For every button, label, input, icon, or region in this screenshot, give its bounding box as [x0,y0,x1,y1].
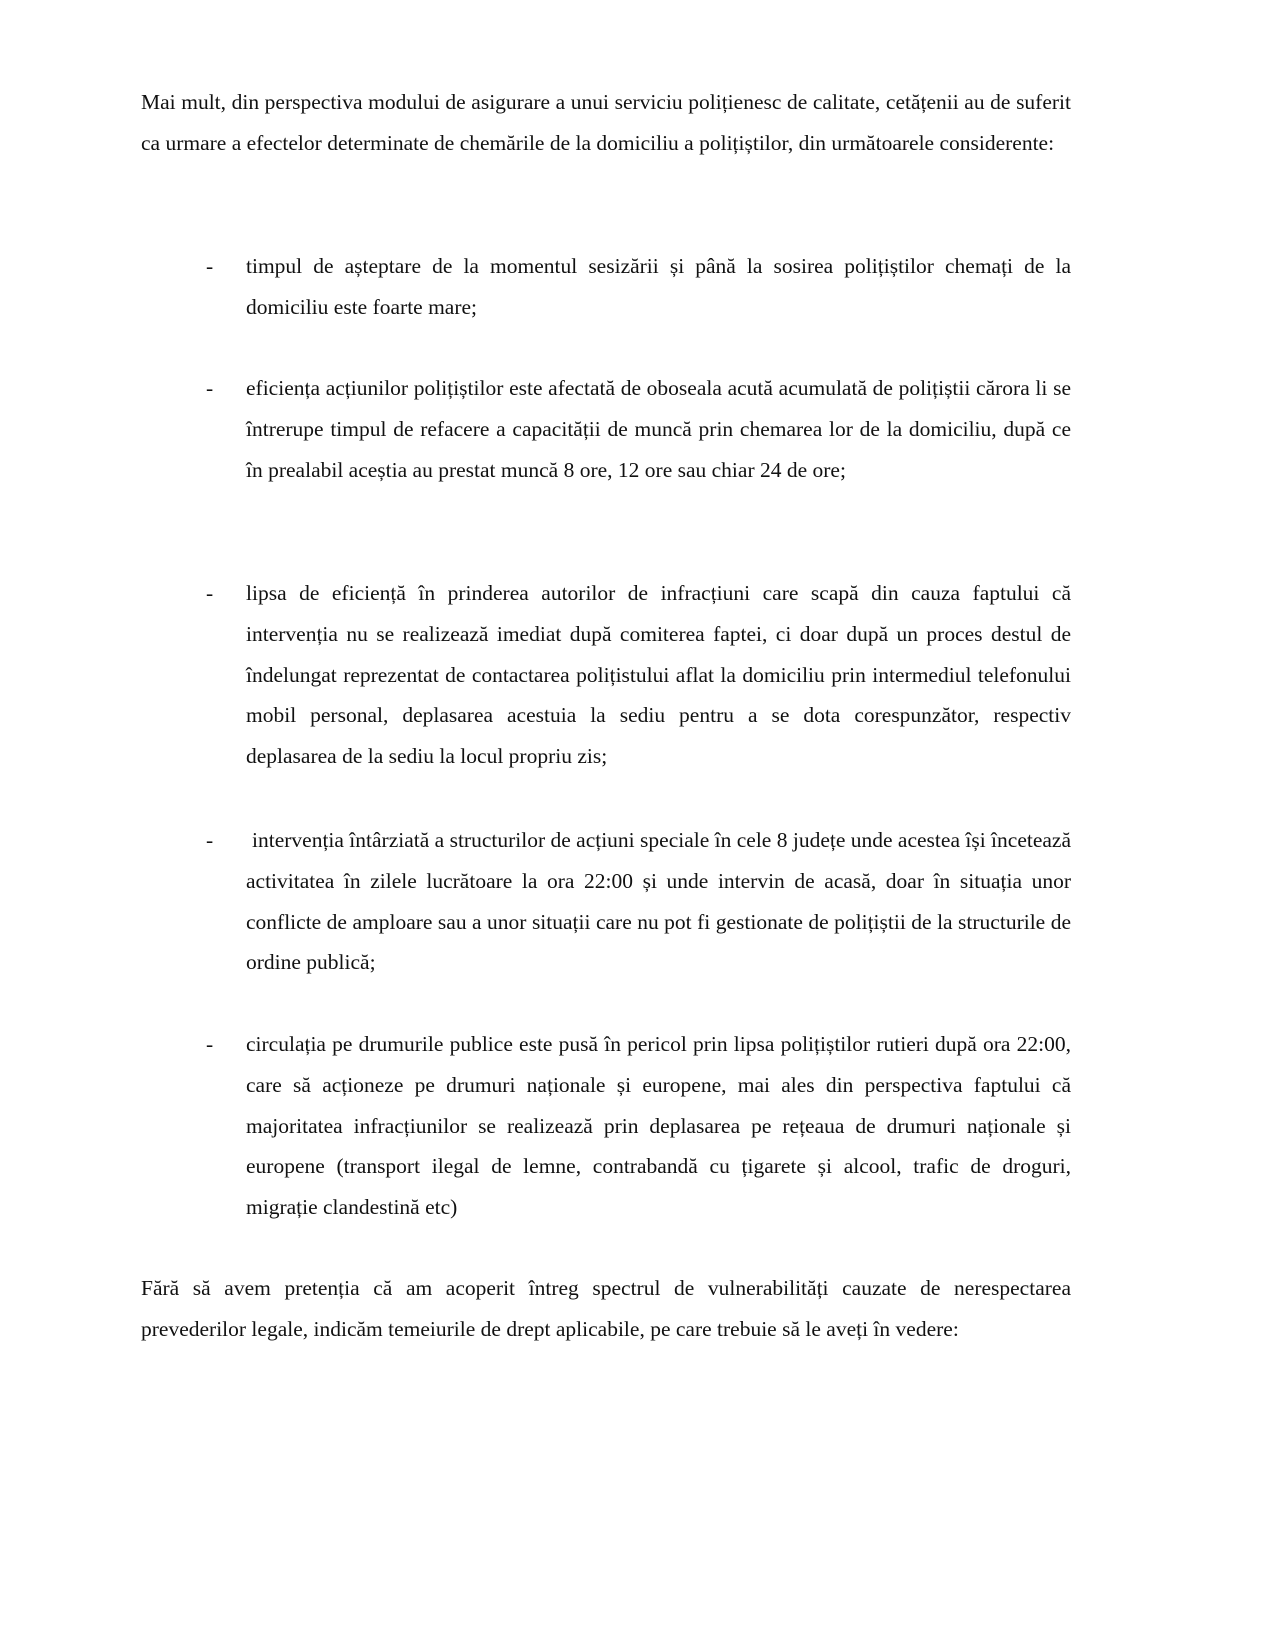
bullet-dash: - [206,828,214,852]
bullet-dash: - [206,254,214,278]
list-item-text: timpul de așteptare de la momentul sesizării și până la sosirea polițiștilor chemați de la domiciliu este foarte mare; [246,254,1071,319]
list-item-text: intervenția întârziată a structurilor de acțiuni speciale în cele 8 județe unde acestea își încetează activitatea în zilele lucrătoare la ora 22:00 și unde intervin de acasă, doar în situația unor conflicte de amploare sau a unor situații care nu pot fi gestionate de polițiștii de la structurile de ordine publică; [246,828,1071,975]
list-item-text: lipsa de eficiență în prinderea autorilor de infracțiuni care scapă din cauza faptului că intervenția nu se realizează imediat după comiterea faptei, ci doar după un proces destul de îndelungat reprezentat de contactarea polițistului aflat la domiciliu prin intermediul telefonului mobil personal, deplasarea acestuia la sediu pentru a se dota corespunzător, respectiv deplasarea de la sediu la locul propriu zis; [246,581,1071,769]
bullet-dash: - [206,581,214,605]
bullet-dash: - [206,1032,214,1056]
bullet-dash: - [206,376,214,400]
list-item-text: circulația pe drumurile publice este pusă în pericol prin lipsa polițiștilor rutieri după ora 22:00, care să acționeze pe drumuri naționale și europene, mai ales din perspectiva faptului că majoritatea infracțiunilor se realizează prin deplasarea pe rețeaua de drumuri naționale și europene (transport ilegal de lemne, contrabandă cu țigarete și alcool, trafic de droguri, migrație clandestină etc) [246,1032,1071,1220]
intro-paragraph: Mai mult, din perspectiva modului de asigurare a unui serviciu polițienesc de calitate, cetățenii au de suferit ca urmare a efectelor determinate de chemările de la domiciliu a polițiștilor, din următoarele considerente: [141,90,1071,155]
list-item-text: eficiența acțiunilor polițiștilor este afectată de oboseala acută acumulată de polițiștii cărora li se întrerupe timpul de refacere a capacității de muncă prin chemarea lor de la domiciliu, după ce în prealabil aceștia au prestat muncă 8 ore, 12 ore sau chiar 24 de ore; [246,376,1071,482]
closing-paragraph: Fără să avem pretenția că am acoperit întreg spectrul de vulnerabilități cauzate de nerespectarea prevederilor legale, indicăm temeiurile de drept aplicabile, pe care trebuie să le aveți în vedere: [141,1276,1071,1341]
